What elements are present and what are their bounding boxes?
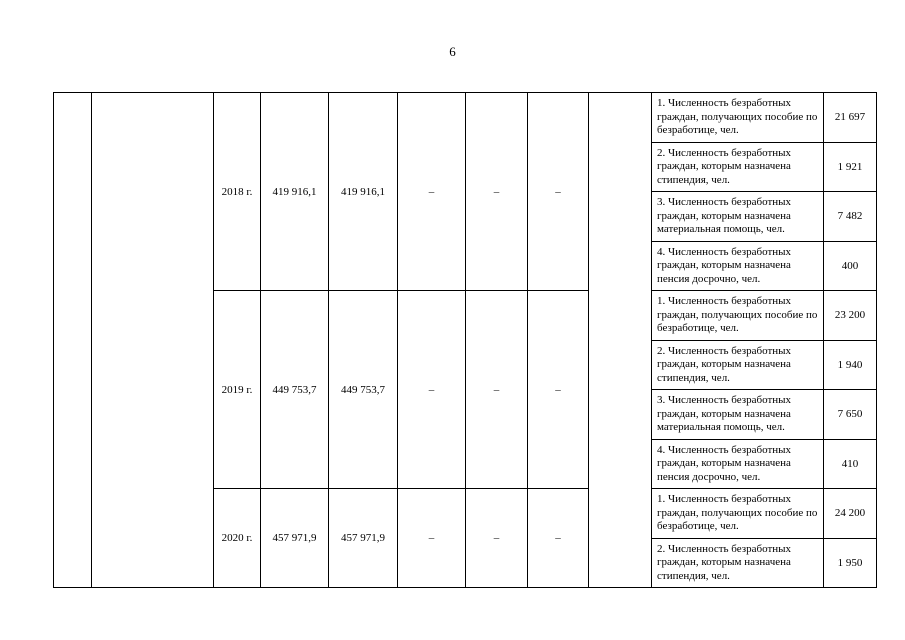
indicator-text: 1. Численность безработных граждан, получающих пособие по безработице, чел. <box>652 93 824 143</box>
measure-name-cell <box>92 93 214 588</box>
indicator-text: 2. Численность безработных граждан, которым назначена стипендия, чел. <box>652 340 824 390</box>
year-cell: 2020 г. <box>214 489 261 588</box>
year-cell: 2019 г. <box>214 291 261 489</box>
executor-cell <box>589 93 652 588</box>
indicator-text: 3. Численность безработных граждан, которым назначена материальная помощь, чел. <box>652 192 824 242</box>
indicator-text: 1. Численность безработных граждан, получающих пособие по безработице, чел. <box>652 291 824 341</box>
federal-funding-cell: 457 971,9 <box>329 489 398 588</box>
table-row <box>54 93 877 143</box>
number-cell <box>54 93 92 588</box>
funding-cell: – <box>398 93 466 291</box>
total-funding-cell: 449 753,7 <box>261 291 329 489</box>
federal-funding-cell: 419 916,1 <box>329 93 398 291</box>
indicator-value: 1 940 <box>824 340 877 390</box>
indicator-text: 4. Численность безработных граждан, которым назначена пенсия досрочно, чел. <box>652 439 824 489</box>
year-cell: 2018 г. <box>214 93 261 291</box>
indicator-value: 400 <box>824 241 877 291</box>
indicator-text: 1. Численность безработных граждан, получающих пособие по безработице, чел. <box>652 489 824 539</box>
indicator-value: 1 921 <box>824 142 877 192</box>
indicator-text: 4. Численность безработных граждан, которым назначена пенсия досрочно, чел. <box>652 241 824 291</box>
funding-cell: – <box>466 291 528 489</box>
page-number: 6 <box>449 44 456 59</box>
indicator-text: 2. Численность безработных граждан, которым назначена стипендия, чел. <box>652 142 824 192</box>
indicator-value: 24 200 <box>824 489 877 539</box>
total-funding-cell: 457 971,9 <box>261 489 329 588</box>
indicator-value: 7 650 <box>824 390 877 440</box>
funding-cell: – <box>466 93 528 291</box>
funding-cell: – <box>528 93 589 291</box>
federal-funding-cell: 449 753,7 <box>329 291 398 489</box>
funding-cell: – <box>528 291 589 489</box>
funding-cell: – <box>528 489 589 588</box>
funding-cell: – <box>398 291 466 489</box>
indicator-value: 21 697 <box>824 93 877 143</box>
indicator-value: 1 950 <box>824 538 877 588</box>
indicator-value: 7 482 <box>824 192 877 242</box>
indicator-text: 3. Численность безработных граждан, которым назначена материальная помощь, чел. <box>652 390 824 440</box>
indicator-value: 23 200 <box>824 291 877 341</box>
indicator-text: 2. Численность безработных граждан, которым назначена стипендия, чел. <box>652 538 824 588</box>
total-funding-cell: 419 916,1 <box>261 93 329 291</box>
indicator-value: 410 <box>824 439 877 489</box>
program-table <box>53 92 877 588</box>
funding-cell: – <box>398 489 466 588</box>
funding-cell: – <box>466 489 528 588</box>
